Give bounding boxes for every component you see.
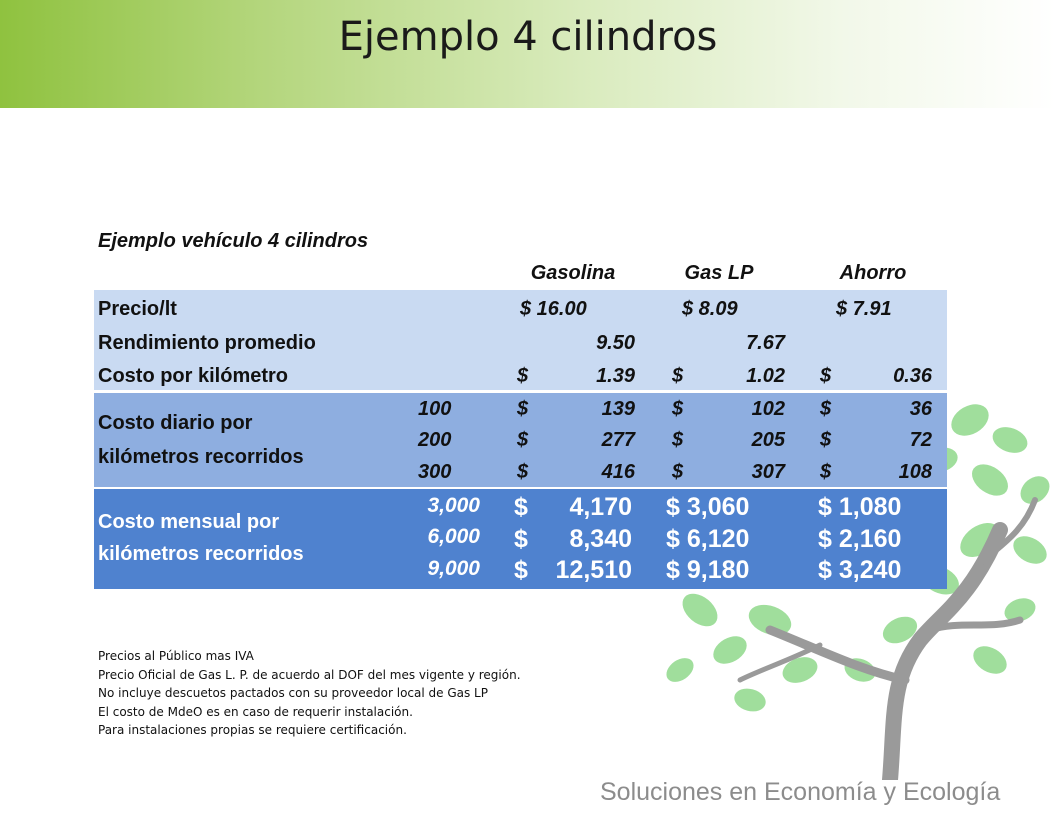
row-label-rendimiento: Rendimiento promedio xyxy=(98,332,316,354)
currency-sign: $ xyxy=(514,493,528,521)
monthly-gas-lp-6000: $ 6,120 xyxy=(666,525,750,553)
daily-ahorro-200: 72 xyxy=(909,429,932,451)
footnote: Precio Oficial de Gas L. P. de acuerdo al DOF del mes vigente y región. xyxy=(98,667,521,682)
footer-tagline: Soluciones en Economía y Ecología xyxy=(600,778,1001,806)
footnote: El costo de MdeO es en caso de requerir instalación. xyxy=(98,704,413,719)
table-caption: Ejemplo vehículo 4 cilindros xyxy=(98,230,369,252)
costo-km-gasolina: 1.39 xyxy=(596,365,635,387)
monthly-ahorro-6000: $ 2,160 xyxy=(818,525,902,553)
daily-gasolina-200: 277 xyxy=(601,429,635,451)
daily-ahorro-100: 36 xyxy=(909,398,932,420)
monthly-ahorro-9000: $ 3,240 xyxy=(818,556,902,584)
column-header-ahorro: Ahorro xyxy=(839,262,907,284)
monthly-label-line1: Costo mensual por xyxy=(98,511,280,533)
monthly-label-line2: kilómetros recorridos xyxy=(98,543,304,565)
currency-sign: $ xyxy=(672,429,684,451)
monthly-km-3000: 3,000 xyxy=(427,494,480,517)
rendimiento-gas-lp: 7.67 xyxy=(746,332,785,354)
currency-sign: $ xyxy=(517,398,529,420)
monthly-gasolina-9000: 12,510 xyxy=(555,556,632,584)
precio-gas-lp: $ 8.09 xyxy=(682,298,738,320)
currency-sign: $ xyxy=(517,365,529,387)
title-banner xyxy=(0,0,1056,108)
costo-km-gas-lp: 1.02 xyxy=(746,365,785,387)
costo-km-ahorro: 0.36 xyxy=(893,365,932,387)
daily-ahorro-300: 108 xyxy=(898,461,932,483)
currency-sign: $ xyxy=(514,525,528,553)
rendimiento-gasolina: 9.50 xyxy=(596,332,635,354)
page-title: Ejemplo 4 cilindros xyxy=(338,14,718,60)
currency-sign: $ xyxy=(514,556,528,584)
row-label-precio: Precio/lt xyxy=(98,298,177,320)
monthly-gas-lp-3000: $ 3,060 xyxy=(666,493,750,521)
daily-gas-lp-100: 102 xyxy=(751,398,785,420)
daily-gasolina-300: 416 xyxy=(601,461,635,483)
daily-gasolina-100: 139 xyxy=(601,398,635,420)
daily-km-200: 200 xyxy=(418,429,452,451)
currency-sign: $ xyxy=(820,461,832,483)
daily-gas-lp-300: 307 xyxy=(751,461,785,483)
currency-sign: $ xyxy=(820,365,832,387)
currency-sign: $ xyxy=(672,398,684,420)
monthly-km-6000: 6,000 xyxy=(427,525,480,548)
daily-km-300: 300 xyxy=(418,461,452,483)
currency-sign: $ xyxy=(820,398,832,420)
footnote: Para instalaciones propias se requiere certificación. xyxy=(98,723,407,737)
column-header-gasolina: Gasolina xyxy=(530,262,616,284)
monthly-gasolina-6000: 8,340 xyxy=(569,525,632,553)
footnote: No incluye descuetos pactados con su proveedor local de Gas LP xyxy=(98,686,488,700)
precio-ahorro: $ 7.91 xyxy=(836,298,892,320)
monthly-km-9000: 9,000 xyxy=(427,557,480,580)
monthly-gas-lp-9000: $ 9,180 xyxy=(666,556,750,584)
precio-gasolina: $ 16.00 xyxy=(520,298,587,320)
currency-sign: $ xyxy=(517,461,529,483)
monthly-ahorro-3000: $ 1,080 xyxy=(818,493,902,521)
monthly-gasolina-3000: 4,170 xyxy=(569,493,632,521)
column-header-gas-lp: Gas LP xyxy=(684,262,754,284)
currency-sign: $ xyxy=(672,365,684,387)
daily-km-100: 100 xyxy=(418,398,452,420)
currency-sign: $ xyxy=(672,461,684,483)
footnotes xyxy=(98,647,521,740)
daily-label-line2: kilómetros recorridos xyxy=(98,446,304,468)
daily-label-line1: Costo diario por xyxy=(98,412,253,434)
footnote: Precios al Público mas IVA xyxy=(98,649,254,663)
currency-sign: $ xyxy=(820,429,832,451)
daily-gas-lp-200: 205 xyxy=(751,429,785,451)
currency-sign: $ xyxy=(517,429,529,451)
row-label-costo-km: Costo por kilómetro xyxy=(98,365,289,387)
